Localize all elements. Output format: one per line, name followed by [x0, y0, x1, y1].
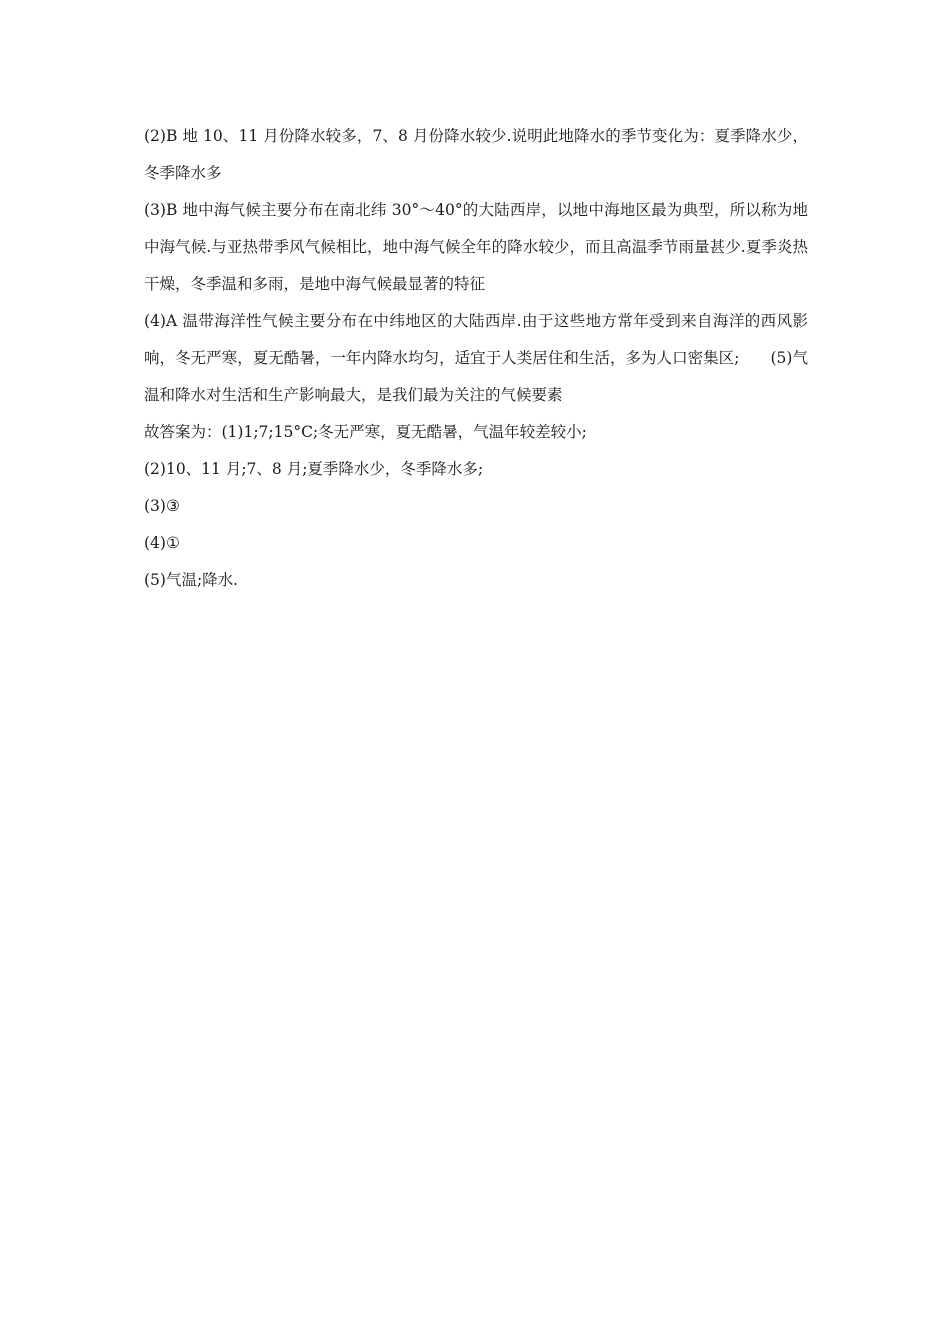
- answer-summary-5: (5)气温;降水.: [144, 571, 239, 589]
- answer-summary-3: (3)③: [144, 497, 180, 515]
- explanation-part-2: (2)B 地 10、11 月份降水较多，7、8 月份降水较少.说明此地降水的季节变化为：夏季降水少，冬季降水多: [144, 127, 808, 182]
- answer-summary-4: (4)①: [144, 534, 180, 552]
- answer-summary-2: (2)10、11 月;7、8 月;夏季降水少，冬季降水多;: [144, 460, 484, 478]
- explanation-part-4-5: (4)A 温带海洋性气候主要分布在中纬地区的大陆西岸.由于这些地方常年受到来自海洋的西风影响，冬无严寒，夏无酷暑，一年内降水均匀，适宜于人类居住和生活，多为人口密集区; (5)气温和降水对生活和生产影响最大，是我们最为关注的气候要素: [144, 312, 808, 404]
- answer-explanation: [144, 118, 808, 599]
- answer-summary-1: 故答案为：(1)1;7;15°C;冬无严寒，夏无酷暑，气温年较差较小;: [144, 423, 587, 441]
- explanation-part-3: (3)B 地中海气候主要分布在南北纬 30°～40°的大陆西岸，以地中海地区最为典型，所以称为地中海气候.与亚热带季风气候相比，地中海气候全年的降水较少，而且高温季节雨量甚少.夏季炎热干燥，冬季温和多雨，是地中海气候最显著的特征: [144, 201, 808, 293]
